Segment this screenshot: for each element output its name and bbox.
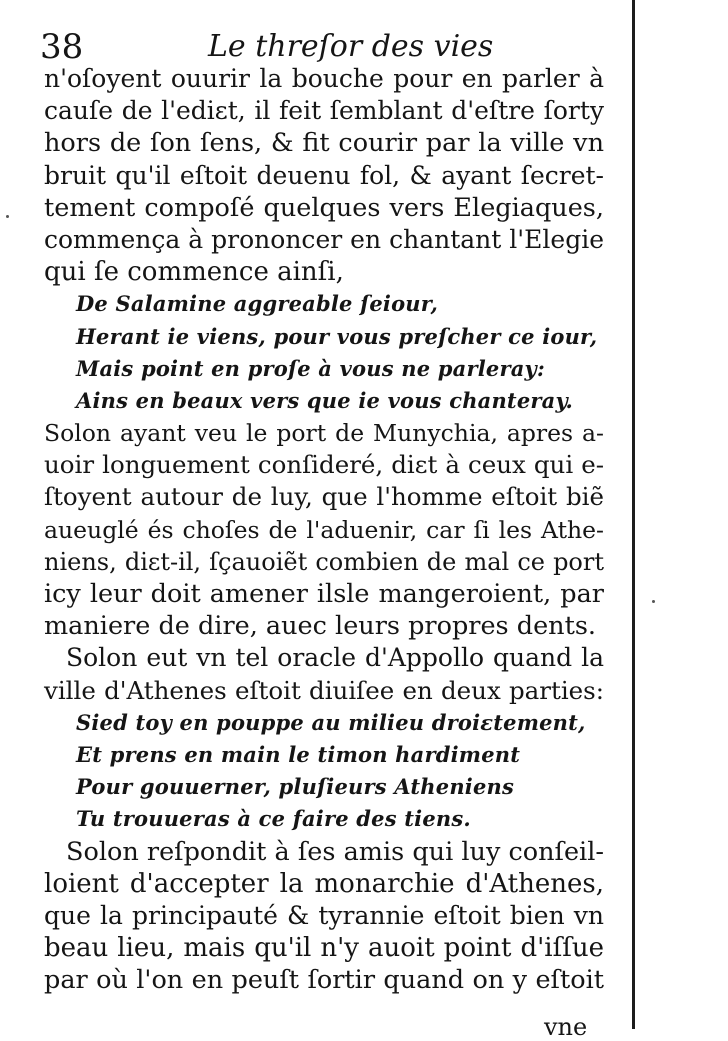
text-line: niens, diɛt-il, ſçauoiẽt combien de mal ce port	[44, 547, 604, 576]
page-number: 38	[40, 27, 84, 67]
text-line: Solon ayant veu le port de Munychia, apres a-	[44, 419, 604, 448]
text-line: Solon eut vn tel oracle d'Appollo quand la	[66, 643, 604, 673]
text-line: ville d'Athenes eſtoit diuiſee en deux parties:	[44, 675, 604, 705]
page-edge-shadow	[632, 0, 635, 1029]
text-line: cauſe de l'ediɛt, il feit ſemblant d'eſtre ſorty	[44, 96, 604, 126]
text-line: Solon reſpondit à ſes amis qui luy conſeil-	[66, 836, 604, 867]
verse-line: Pour gouuerner, pluſieurs Atheniens	[76, 774, 515, 800]
verse-line: Mais point en proſe à vous ne parleray:	[76, 355, 545, 381]
text-line: icy leur doit amener ilsle mangeroient, par	[44, 579, 604, 609]
ink-speck	[652, 600, 655, 603]
verse-line: Sied toy en pouppe au milieu droiɛtement,	[76, 709, 586, 735]
text-line: commença à prononcer en chantant l'Elegie	[44, 224, 604, 254]
text-line: loient d'accepter la monarchie d'Athenes,	[44, 868, 604, 899]
running-title: Le threſor des vies	[208, 29, 494, 64]
text-line: n'oſoyent ouurir la bouche pour en parler à	[44, 64, 604, 93]
text-line: que la principauté & tyrannie eſtoit bien vn	[44, 900, 604, 930]
text-line: aueuglé és choſes de l'aduenir, car ſi les Athe-	[44, 515, 604, 544]
text-line: ſtoyent autour de luy, que l'homme eſtoit biẽ	[44, 482, 604, 512]
verse-line: Ains en beaux vers que ie vous chanteray.	[76, 387, 573, 413]
verse-line: Herant ie viens, pour vous preſcher ce iour,	[76, 323, 598, 349]
page-header	[40, 28, 600, 66]
text-line: tement compoſé quelques vers Elegiaques,	[44, 192, 604, 223]
catchword: vne	[544, 1013, 588, 1041]
verse-line: De Salamine aggreable ſeiour,	[76, 291, 439, 317]
verse-line: Et prens en main le timon hardiment	[76, 741, 521, 767]
text-line: qui ſe commence ainſi,	[44, 257, 344, 288]
text-line: bruit qu'il eſtoit deuenu fol, & ayant ſecret-	[44, 160, 604, 190]
text-line: maniere de dire, auec leurs propres dents.	[44, 611, 597, 642]
text-line: par où l'on en peuſt ſortir quand on y eſtoit	[44, 965, 604, 996]
ink-speck	[6, 215, 9, 218]
text-line: hors de ſon ſens, & fit courir par la ville vn	[44, 128, 604, 159]
text-line: uoir longuement conſideré, diɛt à ceux qui e-	[44, 450, 604, 480]
body-text	[44, 63, 604, 996]
text-line: beau lieu, mais qu'il n'y auoit point d'iſſue	[44, 933, 604, 964]
verse-line: Tu trouueras à ce faire des tiens.	[76, 806, 471, 832]
